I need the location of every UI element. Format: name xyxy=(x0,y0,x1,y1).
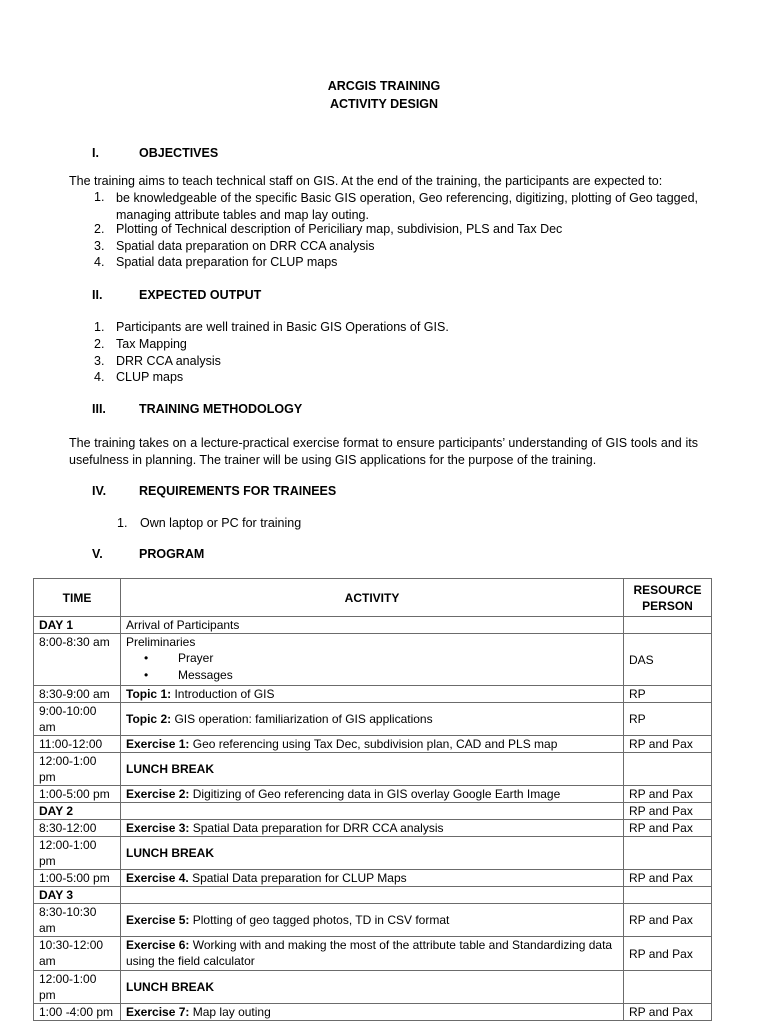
time-cell: DAY 3 xyxy=(34,887,121,904)
person-cell: RP xyxy=(624,686,712,703)
activity-text: Geo referencing using Tax Dec, subdivision plan, CAD and PLS map xyxy=(192,737,558,751)
section-heading-requirements: REQUIREMENTS FOR TRAINEES xyxy=(139,484,337,498)
time-cell: 10:30-12:00 am xyxy=(34,937,121,971)
requirement-item: Own laptop or PC for training xyxy=(140,516,302,530)
activity-label: Exercise 2: xyxy=(126,787,190,801)
time-cell: 8:30-10:30 am xyxy=(34,904,121,937)
activity-cell xyxy=(121,820,624,837)
output-item: CLUP maps xyxy=(116,370,184,384)
person-cell: RP and Pax xyxy=(624,820,712,837)
objective-number: 1. xyxy=(94,190,105,204)
activity-label: Exercise 7: xyxy=(126,1005,190,1019)
table-header-row xyxy=(34,579,712,617)
person-cell: RP and Pax xyxy=(624,803,712,820)
table-row xyxy=(34,1004,712,1021)
activity-cell xyxy=(121,904,624,937)
activity-label: Exercise 5: xyxy=(126,913,190,927)
table-row xyxy=(34,820,712,837)
section-heading-program: PROGRAM xyxy=(139,547,205,561)
time-cell: 8:30-12:00 xyxy=(34,820,121,837)
time-cell: 12:00-1:00 pm xyxy=(34,837,121,870)
section-numeral-requirements: IV. xyxy=(92,484,107,498)
person-cell xyxy=(624,971,712,1004)
table-row xyxy=(34,786,712,803)
table-row xyxy=(34,617,712,634)
methodology-paragraph: The training takes on a lecture-practical exercise format to ensure participants’ understanding of GIS tools and its usefulness in planning. The trainer will be using GIS applications for the purpose of the training. xyxy=(69,436,698,467)
activity-text: Introduction of GIS xyxy=(174,687,275,701)
activity-cell: LUNCH BREAK xyxy=(121,753,624,786)
section-heading-objectives: OBJECTIVES xyxy=(139,146,219,160)
output-number: 1. xyxy=(94,320,105,334)
output-item: Participants are well trained in Basic GIS Operations of GIS. xyxy=(116,320,449,334)
bullet-item: • Prayer xyxy=(144,650,618,667)
activity-label: Topic 2: xyxy=(126,712,172,726)
person-cell xyxy=(624,837,712,870)
column-header-activity: ACTIVITY xyxy=(121,579,624,617)
time-cell: 8:00-8:30 am xyxy=(34,634,121,686)
table-row xyxy=(34,937,712,971)
document-title: ARCGIS TRAINING xyxy=(327,79,441,93)
program-table xyxy=(33,578,712,1021)
section-numeral-program: V. xyxy=(92,547,103,561)
requirement-number: 1. xyxy=(117,516,128,530)
person-cell xyxy=(624,887,712,904)
table-row xyxy=(34,870,712,887)
activity-cell xyxy=(121,786,624,803)
activity-cell xyxy=(121,703,624,736)
section-heading-expected-output: EXPECTED OUTPUT xyxy=(139,288,262,302)
activity-label: Exercise 3: xyxy=(126,821,190,835)
person-cell: RP and Pax xyxy=(624,736,712,753)
table-row xyxy=(34,904,712,937)
time-cell: 12:00-1:00 pm xyxy=(34,971,121,1004)
activity-cell xyxy=(121,937,624,971)
time-cell: 12:00-1:00 pm xyxy=(34,753,121,786)
table-row xyxy=(34,736,712,753)
output-number: 2. xyxy=(94,337,105,351)
activity-text: Plotting of geo tagged photos, TD in CSV format xyxy=(192,913,450,927)
activity-label: Exercise 4. xyxy=(126,871,189,885)
activity-cell xyxy=(121,870,624,887)
objective-item: Plotting of Technical description of Periciliary map, subdivision, PLS and Tax Dec xyxy=(116,222,563,236)
section-numeral-expected-output: II. xyxy=(92,288,103,302)
table-row xyxy=(34,887,712,904)
table-row xyxy=(34,703,712,736)
objectives-intro: The training aims to teach technical staff on GIS. At the end of the training, the participants are expected to: xyxy=(69,174,663,188)
activity-cell xyxy=(121,887,624,904)
activity-text: Working with and making the most of the attribute table and Standardizing data using the field calculator xyxy=(126,938,613,968)
objective-number: 3. xyxy=(94,239,105,253)
table-row xyxy=(34,753,712,786)
person-cell: RP and Pax xyxy=(624,937,712,971)
person-cell: RP and Pax xyxy=(624,870,712,887)
activity-cell xyxy=(121,803,624,820)
activity-cell: Arrival of Participants xyxy=(121,617,624,634)
table-row xyxy=(34,971,712,1004)
person-cell: RP and Pax xyxy=(624,1004,712,1021)
time-cell: 8:30-9:00 am xyxy=(34,686,121,703)
objective-item: Spatial data preparation for CLUP maps xyxy=(116,255,338,269)
time-cell: DAY 2 xyxy=(34,803,121,820)
activity-label: Exercise 1: xyxy=(126,737,190,751)
objective-number: 4. xyxy=(94,255,105,269)
activity-text: Spatial Data preparation for DRR CCA analysis xyxy=(192,821,444,835)
table-row xyxy=(34,634,712,686)
person-cell: RP and Pax xyxy=(624,904,712,937)
output-number: 3. xyxy=(94,354,105,368)
activity-cell xyxy=(121,1004,624,1021)
person-cell: DAS xyxy=(624,634,712,686)
activity-cell xyxy=(121,634,624,686)
bullet-list xyxy=(126,650,618,684)
activity-label: Topic 1: xyxy=(126,687,172,701)
time-cell: 1:00-5:00 pm xyxy=(34,786,121,803)
activity-cell: LUNCH BREAK xyxy=(121,971,624,1004)
time-cell: 9:00-10:00 am xyxy=(34,703,121,736)
time-cell: 1:00 -4:00 pm xyxy=(34,1004,121,1021)
activity-text: GIS operation: familiarization of GIS applications xyxy=(174,712,433,726)
objective-item: Spatial data preparation on DRR CCA analysis xyxy=(116,239,375,253)
table-row xyxy=(34,837,712,870)
table-row xyxy=(34,686,712,703)
output-number: 4. xyxy=(94,370,105,384)
document-subtitle: ACTIVITY DESIGN xyxy=(329,97,439,111)
section-numeral-objectives: I. xyxy=(92,146,99,160)
person-cell: RP xyxy=(624,703,712,736)
activity-cell xyxy=(121,736,624,753)
activity-text: Digitizing of Geo referencing data in GIS overlay Google Earth Image xyxy=(192,787,561,801)
time-cell: 11:00-12:00 xyxy=(34,736,121,753)
person-cell: RP and Pax xyxy=(624,786,712,803)
section-heading-methodology: TRAINING METHODOLOGY xyxy=(139,402,303,416)
time-cell: 1:00-5:00 pm xyxy=(34,870,121,887)
time-cell: DAY 1 xyxy=(34,617,121,634)
activity-text: Map lay outing xyxy=(192,1005,271,1019)
bullet-item: • Messages xyxy=(144,667,618,684)
output-item: Tax Mapping xyxy=(116,337,187,351)
output-item: DRR CCA analysis xyxy=(116,354,221,368)
table-row xyxy=(34,803,712,820)
person-cell xyxy=(624,617,712,634)
column-header-resource-person: RESOURCE PERSON xyxy=(624,579,712,617)
activity-cell xyxy=(121,686,624,703)
activity-text: Spatial Data preparation for CLUP Maps xyxy=(192,871,407,885)
activity-text: Preliminaries xyxy=(126,635,196,649)
section-numeral-methodology: III. xyxy=(92,402,106,416)
objective-item: be knowledgeable of the specific Basic GIS operation, Geo referencing, digitizing, plotting of Geo tagged, managing attribute tables and map lay outing. xyxy=(116,191,698,222)
person-cell xyxy=(624,753,712,786)
activity-cell: LUNCH BREAK xyxy=(121,837,624,870)
objective-number: 2. xyxy=(94,222,105,236)
column-header-time: TIME xyxy=(34,579,121,617)
activity-label: Exercise 6: xyxy=(126,938,190,952)
